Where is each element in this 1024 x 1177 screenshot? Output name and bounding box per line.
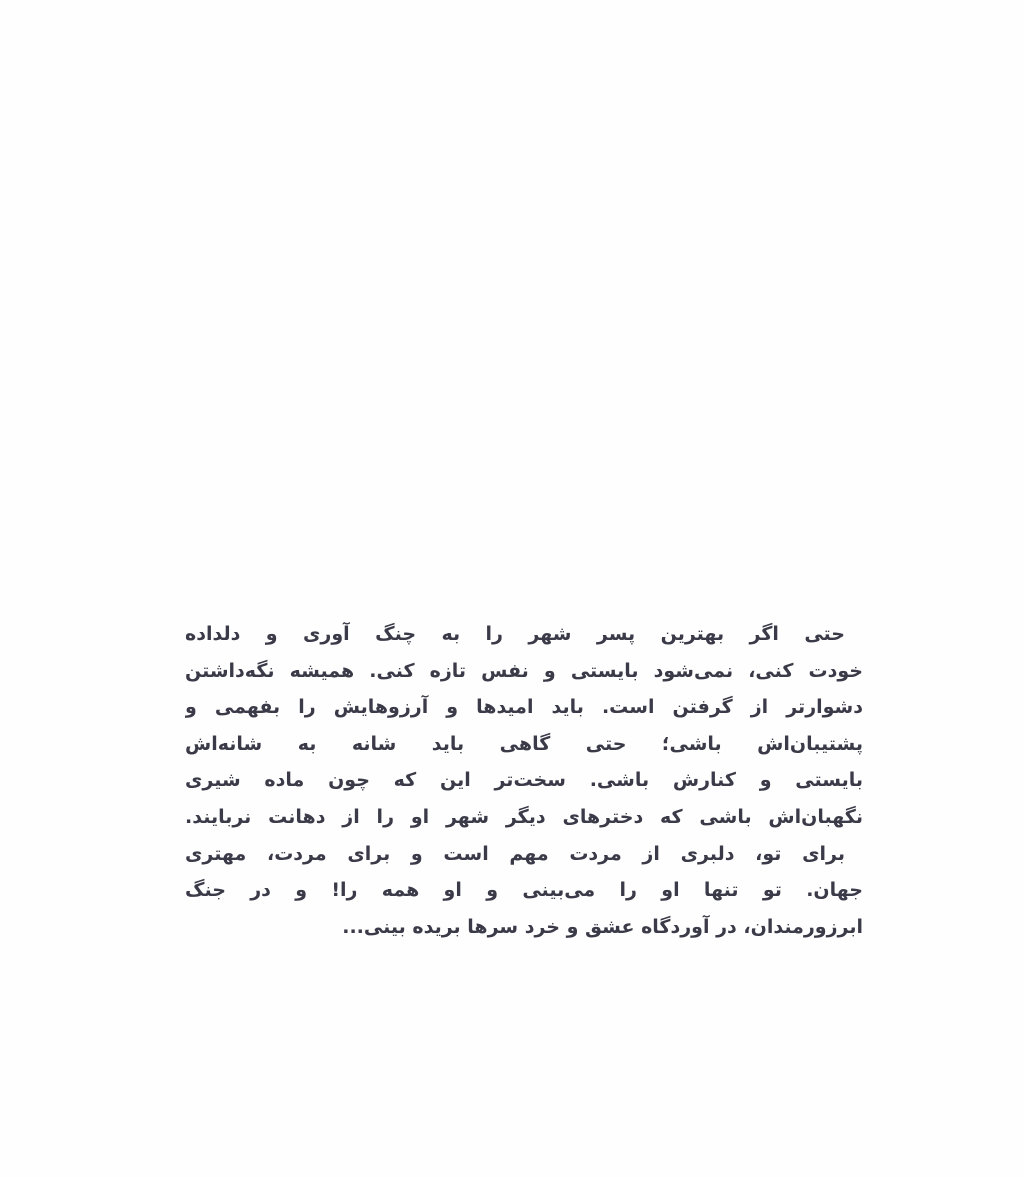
- paragraph-line-4: پشتیبان‌اش باشی؛ حتی گاهی باید شانه به شانه‌اش: [185, 732, 863, 755]
- persian-paragraph: [185, 616, 863, 945]
- paragraph-line-3: دشوارتر از گرفتن است. باید امیدها و آرزوهایش را بفهمی و: [185, 696, 863, 719]
- paragraph-line-6: نگهبان‌اش باشی که دخترهای دیگر شهر او را از دهانت نربایند.: [185, 805, 863, 828]
- paragraph-line-2: خودت کنی، نمی‌شود بایستی و نفس تازه کنی. همیشه نگه‌داشتن: [185, 659, 863, 682]
- paragraph-line-9: ابرزورمندان، در آوردگاه عشق و خرد سرها بریده بینی...: [342, 915, 863, 938]
- paragraph-line-5: بایستی و کنارش باشی. سخت‌تر این که چون ماده شیری: [185, 769, 863, 792]
- paragraph-line-7: برای تو، دلبری از مردت مهم است و برای مردت، مهتری: [185, 842, 845, 865]
- paragraph-line-1: حتی اگر بهترین پسر شهر را به چنگ آوری و دلداده: [185, 623, 845, 645]
- paragraph-line-8: جهان. تو تنها او را می‌بینی و او همه را! و در جنگ: [185, 879, 863, 902]
